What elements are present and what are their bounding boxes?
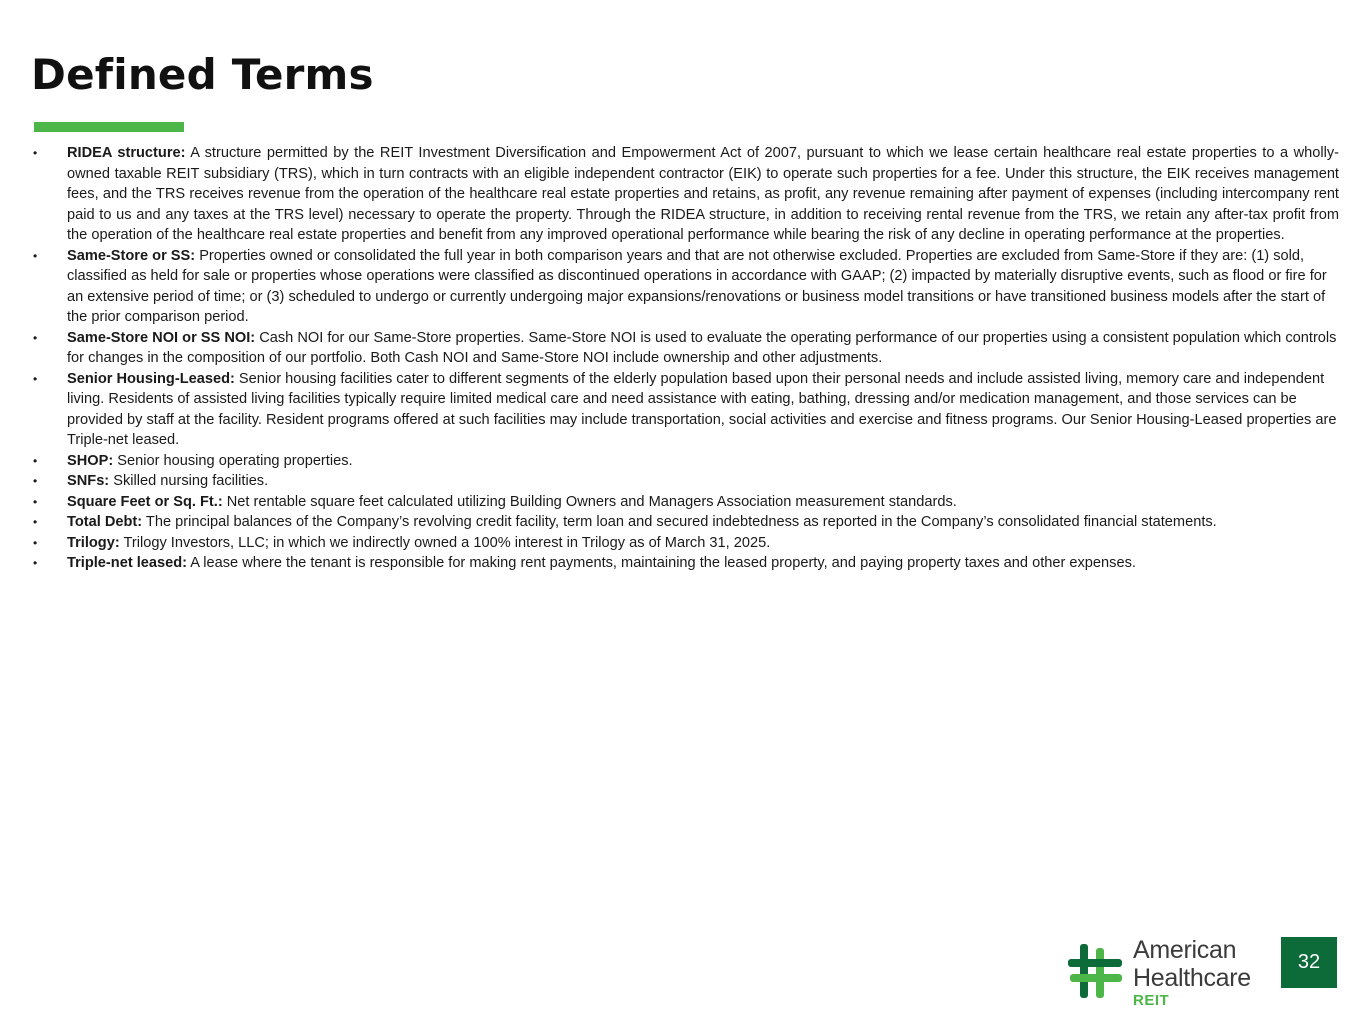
bullet-icon: • xyxy=(33,330,38,345)
bullet-icon: • xyxy=(33,494,38,509)
term-ridea-structure xyxy=(28,143,1339,246)
term-definition: Senior housing facilities cater to different segments of the elderly population based upon their personal needs and include assisted living, memory care and independent living. Residents of assisted living facilities typically require limited medical care and need assistance with eating, bathing, dressing and/or medication management, and those services can be provided by staff at the facility. Resident programs offered at such facilities may include transportation, social activities and exercise and fitness programs. Our Senior Housing-Leased properties are Triple-net leased. xyxy=(67,370,1337,448)
term-definition: Cash NOI for our Same-Store properties. Same-Store NOI is used to evaluate the operating performance of our properties using a consistent population which controls for changes in the composition of our portfolio. Both Cash NOI and Same-Store NOI include ownership and other adjustments. xyxy=(67,329,1337,366)
term-definition: A structure permitted by the REIT Investment Diversification and Empowerment Act of 2007, pursuant to which we lease certain healthcare real estate properties to a wholly-owned taxable REIT subsidiary (TRS), which in turn contracts with an eligible independent contractor (EIK) to operate such properties for a fee. Under this structure, the EIK receives management fees, and the TRS receives revenue from the operation of the healthcare real estate properties and retains, as profit, any revenue remaining after payment of expenses (including intercompany rent paid to us and any taxes at the TRS level) necessary to operate the property. Through the RIDEA structure, in addition to receiving rental revenue from the TRS, we retain any after-tax profit from the operation of the healthcare real estate properties and benefit from any improved operational performance while bearing the risk of any decline in operating performance at the properties. xyxy=(67,145,1339,243)
bullet-icon: • xyxy=(33,515,38,529)
term-name: RIDEA structure: xyxy=(67,145,186,161)
term-name: SHOP: xyxy=(67,452,114,469)
term-triple-net-leased xyxy=(28,553,1339,574)
page-number-badge xyxy=(1281,937,1337,988)
term-name: Same-Store NOI or SS NOI: xyxy=(67,329,256,346)
logo-line-american: American xyxy=(1133,936,1237,964)
term-square-feet xyxy=(28,492,1339,513)
page-number: 32 xyxy=(1297,951,1321,973)
term-definition: A lease where the tenant is responsible for making rent payments, maintaining the leased property, and paying property taxes and other expenses. xyxy=(190,555,1136,571)
term-name: Triple-net leased: xyxy=(67,555,188,571)
title-accent-bar xyxy=(34,122,184,132)
term-definition: The principal balances of the Company’s revolving credit facility, term loan and secured indebtedness as reported in the Company’s consolidated financial statements. xyxy=(145,514,1217,530)
term-trilogy xyxy=(28,533,1339,554)
term-name: Same-Store or SS: xyxy=(67,247,196,264)
term-definition: Net rentable square feet calculated utilizing Building Owners and Managers Association measurement standards. xyxy=(226,493,957,510)
logo-wordmark xyxy=(1133,936,1251,992)
bullet-icon: • xyxy=(33,146,38,160)
term-snfs xyxy=(28,471,1339,492)
page-title: Defined Terms xyxy=(31,50,374,99)
bullet-icon: • xyxy=(33,556,38,570)
term-name: Square Feet or Sq. Ft.: xyxy=(67,493,223,510)
bullet-icon: • xyxy=(33,371,38,386)
defined-terms-list xyxy=(28,143,1339,574)
term-senior-housing-leased xyxy=(28,369,1339,451)
term-definition: Senior housing operating properties. xyxy=(117,452,353,469)
logo-line-reit: REIT xyxy=(1133,992,1170,1009)
term-definition: Trilogy Investors, LLC; in which we indirectly owned a 100% interest in Trilogy as of March 31, 2025. xyxy=(123,534,771,551)
term-same-store-noi xyxy=(28,328,1339,369)
term-definition: Skilled nursing facilities. xyxy=(113,473,269,489)
term-name: Senior Housing-Leased: xyxy=(67,370,235,387)
term-definition: Properties owned or consolidated the full year in both comparison years and that are not otherwise excluded. Properties are excluded from Same-Store if they are: (1) sold, classified as held for sale or properties whose operations were classified as discontinued operations in accordance with GAAP; (2) impacted by materially disruptive events, such as flood or fire for an extensive period of time; or (3) scheduled to undergo or currently undergoing major expansions/renovations or business model transitions or have transitioned business models after the start of the prior comparison period. xyxy=(67,247,1327,325)
term-name: Trilogy: xyxy=(67,534,120,551)
term-name: Total Debt: xyxy=(67,514,143,530)
bullet-icon: • xyxy=(33,453,38,468)
term-total-debt xyxy=(28,512,1339,533)
bullet-icon: • xyxy=(33,248,38,263)
term-same-store xyxy=(28,246,1339,328)
company-logo xyxy=(1066,936,1266,1014)
term-name: SNFs: xyxy=(67,473,110,489)
bullet-icon: • xyxy=(33,474,38,488)
bullet-icon: • xyxy=(33,535,38,550)
cross-logo-icon xyxy=(1066,942,1124,1000)
logo-line-healthcare: Healthcare xyxy=(1133,964,1251,992)
term-shop xyxy=(28,451,1339,472)
